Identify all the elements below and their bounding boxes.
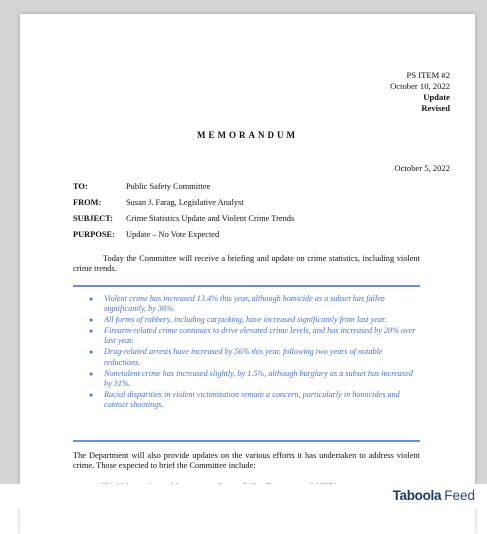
- divider-bottom: [73, 440, 420, 442]
- status-revised: Revised: [421, 103, 450, 113]
- memo-date: October 5, 2022: [394, 163, 450, 173]
- list-item: ● All forms of robbery, including carjacking, have increased significantly from last year.: [89, 315, 387, 325]
- footer-bar: [0, 484, 487, 508]
- bullet-icon: ●: [89, 390, 94, 399]
- header-date: October 10, 2022: [390, 81, 450, 91]
- memo-title: MEMORANDUM: [197, 130, 298, 140]
- bullet-icon: ●: [89, 348, 94, 357]
- bullet-icon: ●: [89, 316, 94, 325]
- from-value: Susan J. Farag, Legislative Analyst: [126, 198, 244, 207]
- bullet-icon: ●: [89, 369, 94, 378]
- list-item: ● Nonviolent crime has increased slightly, by 1.5%, although burglary as a subset has increased by 31%.: [89, 368, 413, 388]
- list-item: ● Violent crime has increased 13.4% this year, although homicide as a subset has fallen significantly, by 36%.: [89, 294, 385, 314]
- taboola-logo: Taboola: [392, 488, 442, 503]
- list-item: ● Firearm-related crime continues to drive elevated crime levels, and has increased by 20% over last year.: [89, 326, 416, 346]
- subject-value: Crime Statistics Update and Violent Crime Trends: [126, 214, 295, 223]
- purpose-label: PURPOSE:: [73, 230, 115, 239]
- divider-top: [73, 285, 420, 287]
- intro-paragraph: Today the Committee will receive a briefing and update on crime statistics, including violent crime trends.: [73, 254, 420, 274]
- closing-paragraph: The Department will also provide updates on the various efforts it has undertaken to address violent crime. Those expected to brief the Committee include:: [73, 451, 420, 471]
- taboola-feed-link[interactable]: [393, 488, 475, 504]
- subject-label: SUBJECT:: [73, 214, 113, 223]
- list-item: ● Drug-related arrests have increased by 56% this year, following two years of notable reductions.: [89, 347, 383, 367]
- to-value: Public Safety Committee: [126, 182, 211, 191]
- from-label: FROM:: [73, 198, 102, 207]
- key-findings-list: [73, 294, 420, 411]
- bullet-icon: ●: [89, 295, 94, 303]
- list-item: ● Racial disparities in violent victimization remain a concern, particularly in homicides and contact shootings.: [89, 389, 400, 409]
- memo-page: [20, 14, 475, 534]
- purpose-value: Update – No Vote Expected: [126, 230, 220, 239]
- item-number: PS ITEM #2: [406, 70, 450, 80]
- bullet-icon: ●: [89, 327, 94, 336]
- to-label: TO:: [73, 182, 88, 191]
- feed-label: Feed: [444, 488, 475, 503]
- status-update: Update: [423, 92, 450, 102]
